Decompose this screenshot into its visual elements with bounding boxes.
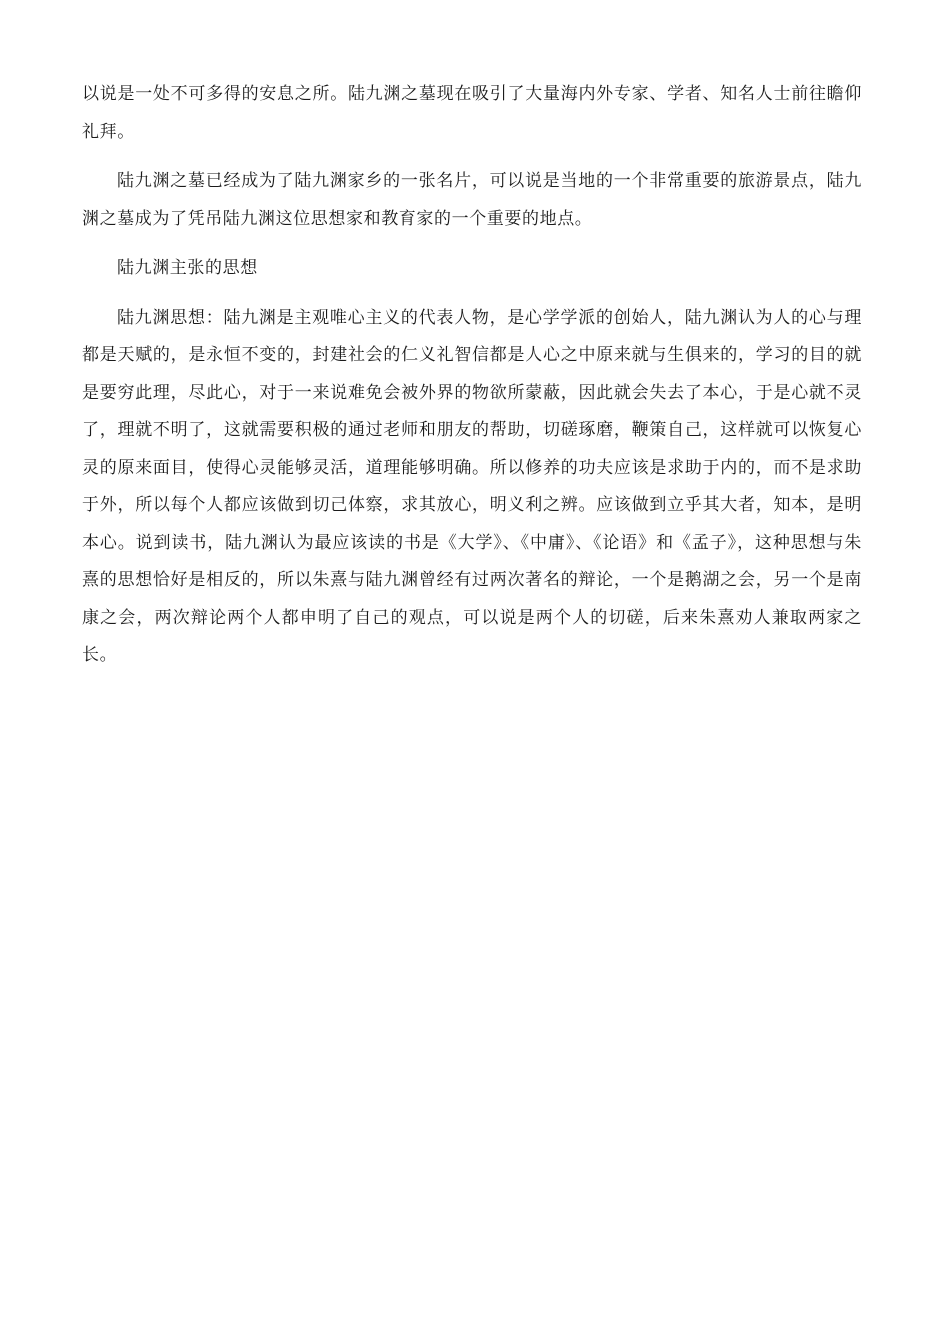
document-body — [82, 76, 862, 675]
paragraph-continuation: 以说是一处不可多得的安息之所。陆九渊之墓现在吸引了大量海内外专家、学者、知名人士前往瞻仰礼拜。 — [82, 84, 862, 142]
paragraph-thought: 陆九渊思想：陆九渊是主观唯心主义的代表人物，是心学学派的创始人，陆九渊认为人的心与理都是天赋的，是永恒不变的，封建社会的仁义礼智信都是人心之中原来就与生俱来的，学习的目的就是要穷此理，尽此心，对于一来说难免会被外界的物欲所蒙蔽，因此就会失去了本心，于是心就不灵了，理就不明了，这就需要积极的通过老师和朋友的帮助，切磋琢磨，鞭策自己，这样就可以恢复心灵的原来面目，使得心灵能够灵活，道理能够明确。所以修养的功夫应该是求助于内的，而不是求助于外，所以每个人都应该做到切己体察，求其放心，明义利之辨。应该做到立乎其大者，知本，是明本心。说到读书，陆九渊认为最应该读的书是《大学》、《中庸》、《论语》和《孟子》，这种思想与朱熹的思想恰好是相反的，所以朱熹与陆九渊曾经有过两次著名的辩论，一个是鹅湖之会，另一个是南康之会，两次辩论两个人都申明了自己的观点，可以说是两个人的切磋，后来朱熹劝人兼取两家之长。 — [82, 307, 862, 665]
section-heading: 陆九渊主张的思想 — [117, 258, 258, 278]
paragraph-tomb-namecard: 陆九渊之墓已经成为了陆九渊家乡的一张名片，可以说是当地的一个非常重要的旅游景点，陆九渊之墓成为了凭吊陆九渊这位思想家和教育家的一个重要的地点。 — [82, 171, 862, 229]
